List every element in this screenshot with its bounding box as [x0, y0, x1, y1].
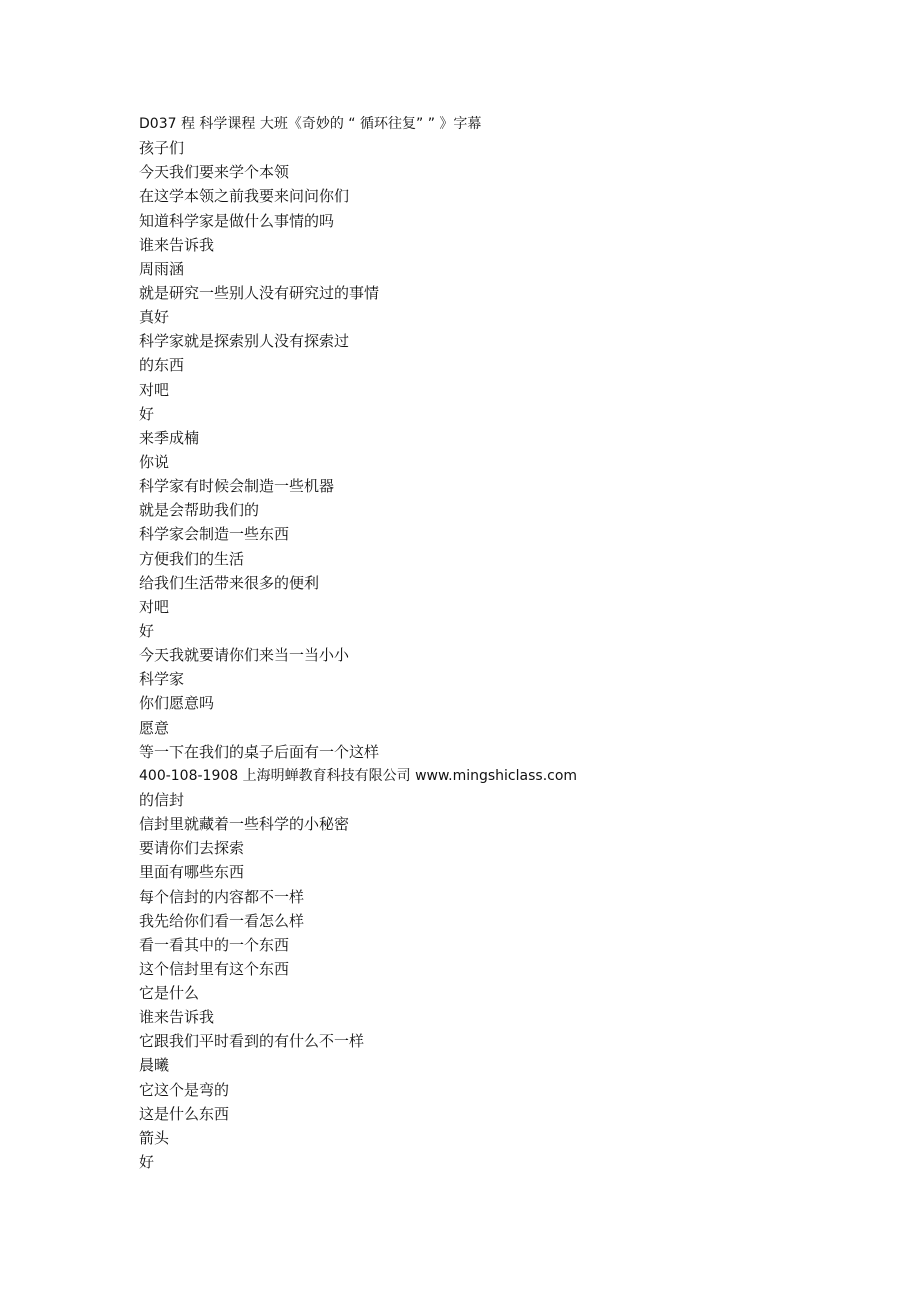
transcript-line: 给我们生活带来很多的便利 [139, 573, 320, 592]
document-body [139, 112, 839, 1174]
transcript-line: 每个信封的内容都不一样 [139, 887, 305, 906]
transcript-line: 这是什么东西 [139, 1104, 230, 1123]
transcript-line: 对吧 [139, 597, 170, 616]
transcript-line: 就是研究一些别人没有研究过的事情 [139, 283, 380, 302]
transcript-line: 来季成楠 [139, 428, 200, 447]
transcript-line: 方便我们的生活 [139, 549, 245, 568]
transcript-line: 看一看其中的一个东西 [139, 935, 290, 954]
transcript-line: 知道科学家是做什么事情的吗 [139, 211, 335, 230]
transcript-line: 等一下在我们的桌子后面有一个这样 [139, 742, 380, 761]
transcript-line: 对吧 [139, 380, 170, 399]
transcript-line: 信封里就藏着一些科学的小秘密 [139, 815, 350, 834]
transcript-line: 的东西 [139, 356, 185, 375]
transcript-line: 好 [139, 404, 155, 423]
transcript-line: 好 [139, 1153, 155, 1172]
transcript-part-1 [139, 136, 839, 764]
transcript-line: 要请你们去探索 [139, 839, 245, 858]
transcript-line: 好 [139, 621, 155, 640]
transcript-line: 今天我们要来学个本领 [139, 163, 290, 182]
transcript-line: 晨曦 [139, 1056, 170, 1075]
transcript-line: 它是什么 [139, 984, 200, 1003]
transcript-line: 愿意 [139, 718, 170, 737]
transcript-line: 科学家有时候会制造一些机器 [139, 477, 335, 496]
transcript-line: 的信封 [139, 790, 185, 809]
transcript-line: 里面有哪些东西 [139, 863, 245, 882]
transcript-line: 今天我就要请你们来当一当小小 [139, 646, 350, 665]
transcript-line: 周雨涵 [139, 259, 185, 278]
transcript-line: 它这个是弯的 [139, 1080, 230, 1099]
transcript-line: 谁来告诉我 [139, 1008, 215, 1027]
company-footer-line: 400-108-1908 上海明蝉教育科技有限公司 www.mingshiclass.com [139, 767, 578, 784]
transcript-line: 你说 [139, 452, 170, 471]
transcript-line: 你们愿意吗 [139, 694, 215, 713]
transcript-line: 孩子们 [139, 139, 185, 158]
transcript-line: 真好 [139, 308, 170, 327]
transcript-line: 我先给你们看一看怎么样 [139, 911, 305, 930]
transcript-line: 在这学本领之前我要来问问你们 [139, 187, 350, 206]
transcript-line: 谁来告诉我 [139, 235, 215, 254]
transcript-line: 它跟我们平时看到的有什么不一样 [139, 1032, 365, 1051]
transcript-part-2 [139, 788, 839, 1174]
transcript-line: 科学家就是探索别人没有探索过 [139, 332, 350, 351]
transcript-line: 这个信封里有这个东西 [139, 959, 290, 978]
transcript-line: 科学家 [139, 670, 185, 689]
transcript-line: 箭头 [139, 1128, 170, 1147]
document-title: D037 程 科学课程 大班《奇妙的 “ 循环往复” ” 》字幕 [139, 116, 482, 132]
transcript-line: 就是会帮助我们的 [139, 501, 260, 520]
transcript-line: 科学家会制造一些东西 [139, 525, 290, 544]
